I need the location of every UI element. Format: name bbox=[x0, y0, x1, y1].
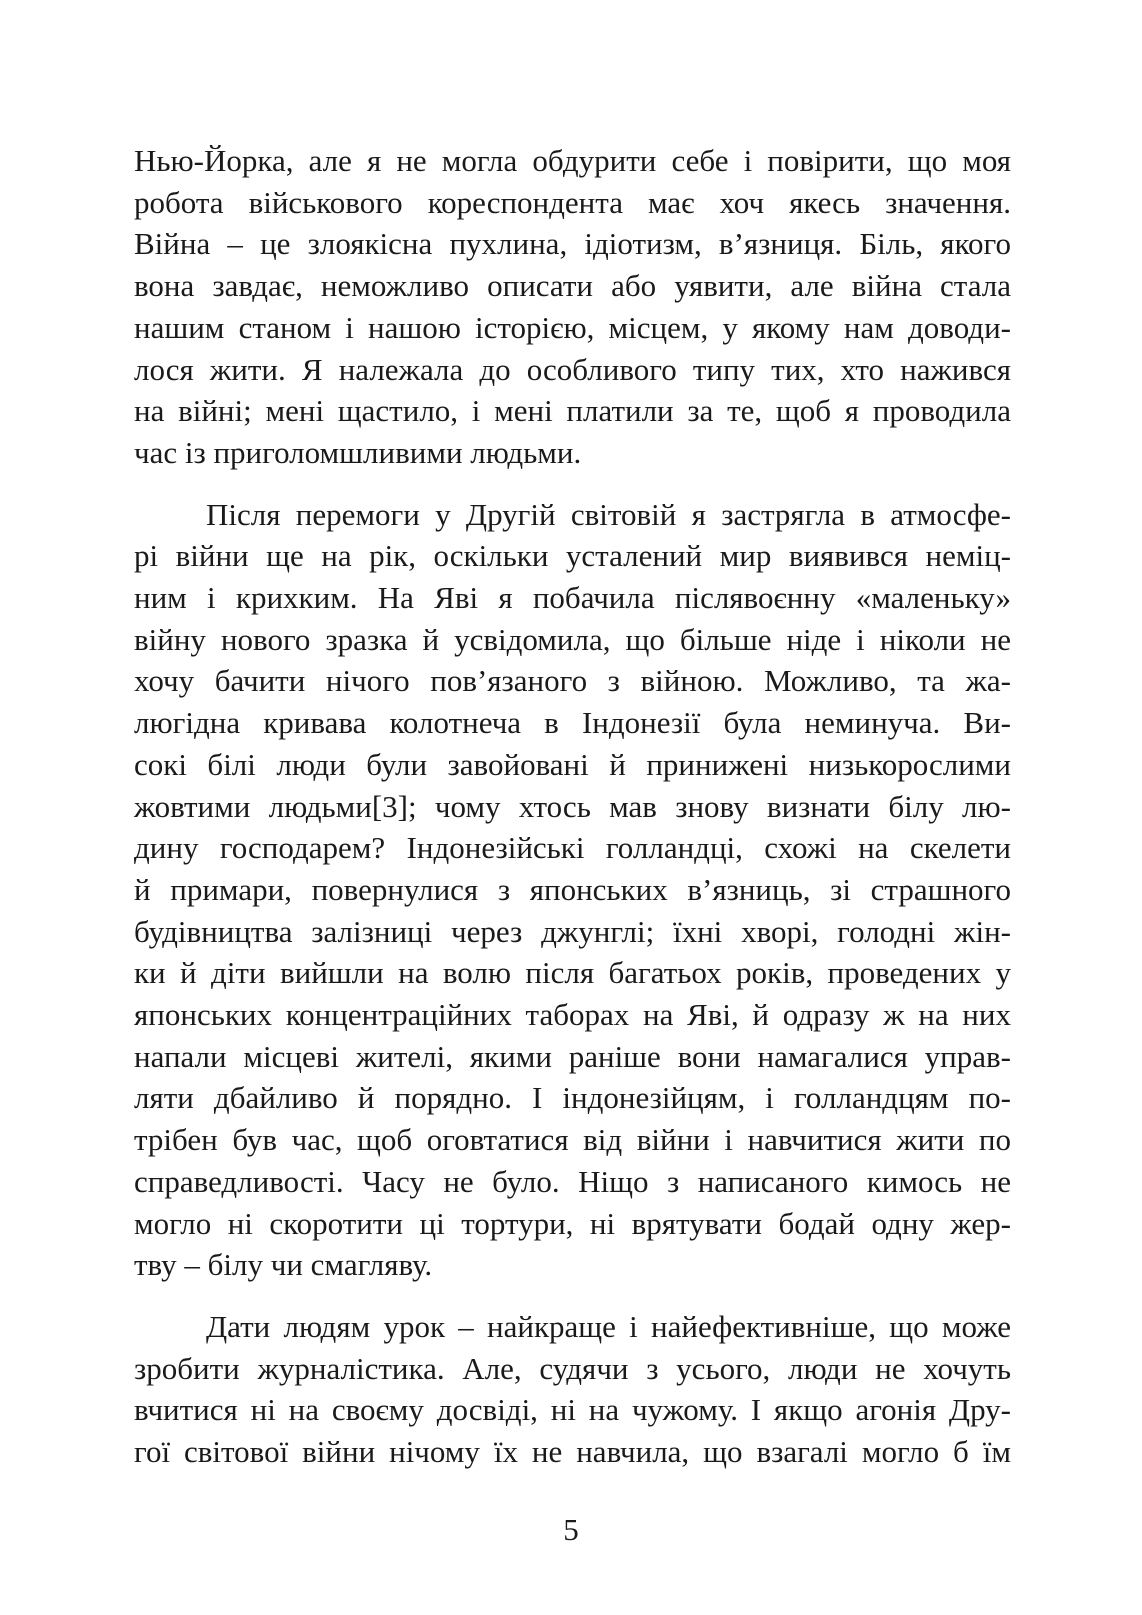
text-line: Війна – це злоякісна пухлина, ідіотизм, в’язниця. Біль, якого bbox=[134, 226, 1011, 262]
text-line: війну нового зразка й усвідомила, що більше ніде і ніколи не bbox=[134, 621, 1011, 657]
text-line: сокі білі люди були завойовані й принижені низькорослими bbox=[134, 746, 1011, 782]
text-line: жовтими людьми[3]; чому хтось мав знову визнати білу лю- bbox=[134, 788, 1011, 824]
text-line: ляти дбайливо й порядно. І індонезійцям, і голландцям по- bbox=[134, 1080, 1011, 1116]
text-line: люгідна кривава колотнеча в Індонезії була неминуча. Ви- bbox=[134, 705, 1011, 741]
text-line: робота військового кореспондента має хоч якесь значення. bbox=[134, 184, 1011, 220]
text-line: рі війни ще на рік, оскільки усталений мир виявився неміц- bbox=[134, 538, 1011, 574]
text-line: й примари, повернулися з японських в’язниць, зі страшного bbox=[134, 871, 1011, 907]
text-line: зробити журналістика. Але, судячи з усього, люди не хочуть bbox=[134, 1350, 1011, 1386]
text-line: ним і крихким. На Яві я побачила післявоєнну «маленьку» bbox=[134, 580, 1011, 616]
text-line: на війні; мені щастило, і мені платили за те, щоб я проводила bbox=[134, 393, 1011, 429]
text-line: справедливості. Часу не було. Ніщо з написаного кимось не bbox=[134, 1163, 1011, 1199]
text-line: дину господарем? Індонезійські голландці, схожі на скелети bbox=[134, 830, 1011, 866]
paragraph-2 bbox=[134, 494, 1011, 1286]
text-line: тву – білу чи смагляву. bbox=[134, 1247, 433, 1283]
text-line: напали місцеві жителі, якими раніше вони намагалися управ- bbox=[134, 1038, 1011, 1074]
text-line: час із приголомшливими людьми. bbox=[134, 434, 582, 470]
text-line: Дати людям урок – найкраще і найефективніше, що може bbox=[206, 1308, 1011, 1344]
text-line: трібен був час, щоб оговтатися від війни і навчитися жити по bbox=[134, 1122, 1011, 1158]
paragraph-1 bbox=[134, 140, 1011, 474]
text-line: Після перемоги у Другій світовій я застрягла в атмосфе- bbox=[206, 496, 1011, 532]
text-line: гої світової війни нічому їх не навчила, що взагалі могло б їм bbox=[134, 1434, 1011, 1470]
paragraph-3 bbox=[134, 1306, 1011, 1473]
text-line: могло ні скоротити ці тортури, ні врятувати бодай одну жер- bbox=[134, 1205, 1011, 1241]
text-line: Нью-Йорка, але я не могла обдурити себе і повірити, що моя bbox=[134, 143, 1011, 178]
text-line: вона завдає, неможливо описати або уявити, але війна стала bbox=[134, 268, 1011, 304]
text-line: лося жити. Я належала до особливого типу тих, хто нажився bbox=[134, 351, 1011, 387]
text-line: ки й діти вийшли на волю після багатьох років, проведених у bbox=[134, 955, 1011, 991]
page-number: 5 bbox=[563, 1512, 579, 1547]
text-line: хочу бачити нічого пов’язаного з війною. Можливо, та жа- bbox=[134, 663, 1011, 699]
text-line: японських концентраційних таборах на Яві, й одразу ж на них bbox=[134, 997, 1011, 1033]
text-line: вчитися ні на своєму досвіді, ні на чужому. І якщо агонія Дру- bbox=[134, 1392, 1011, 1428]
text-line: нашим станом і нашою історією, місцем, у якому нам доводи- bbox=[134, 309, 1011, 345]
text-line: будівництва залізниці через джунглі; їхні хворі, голодні жін- bbox=[134, 913, 1011, 949]
body-text bbox=[134, 140, 1011, 1473]
